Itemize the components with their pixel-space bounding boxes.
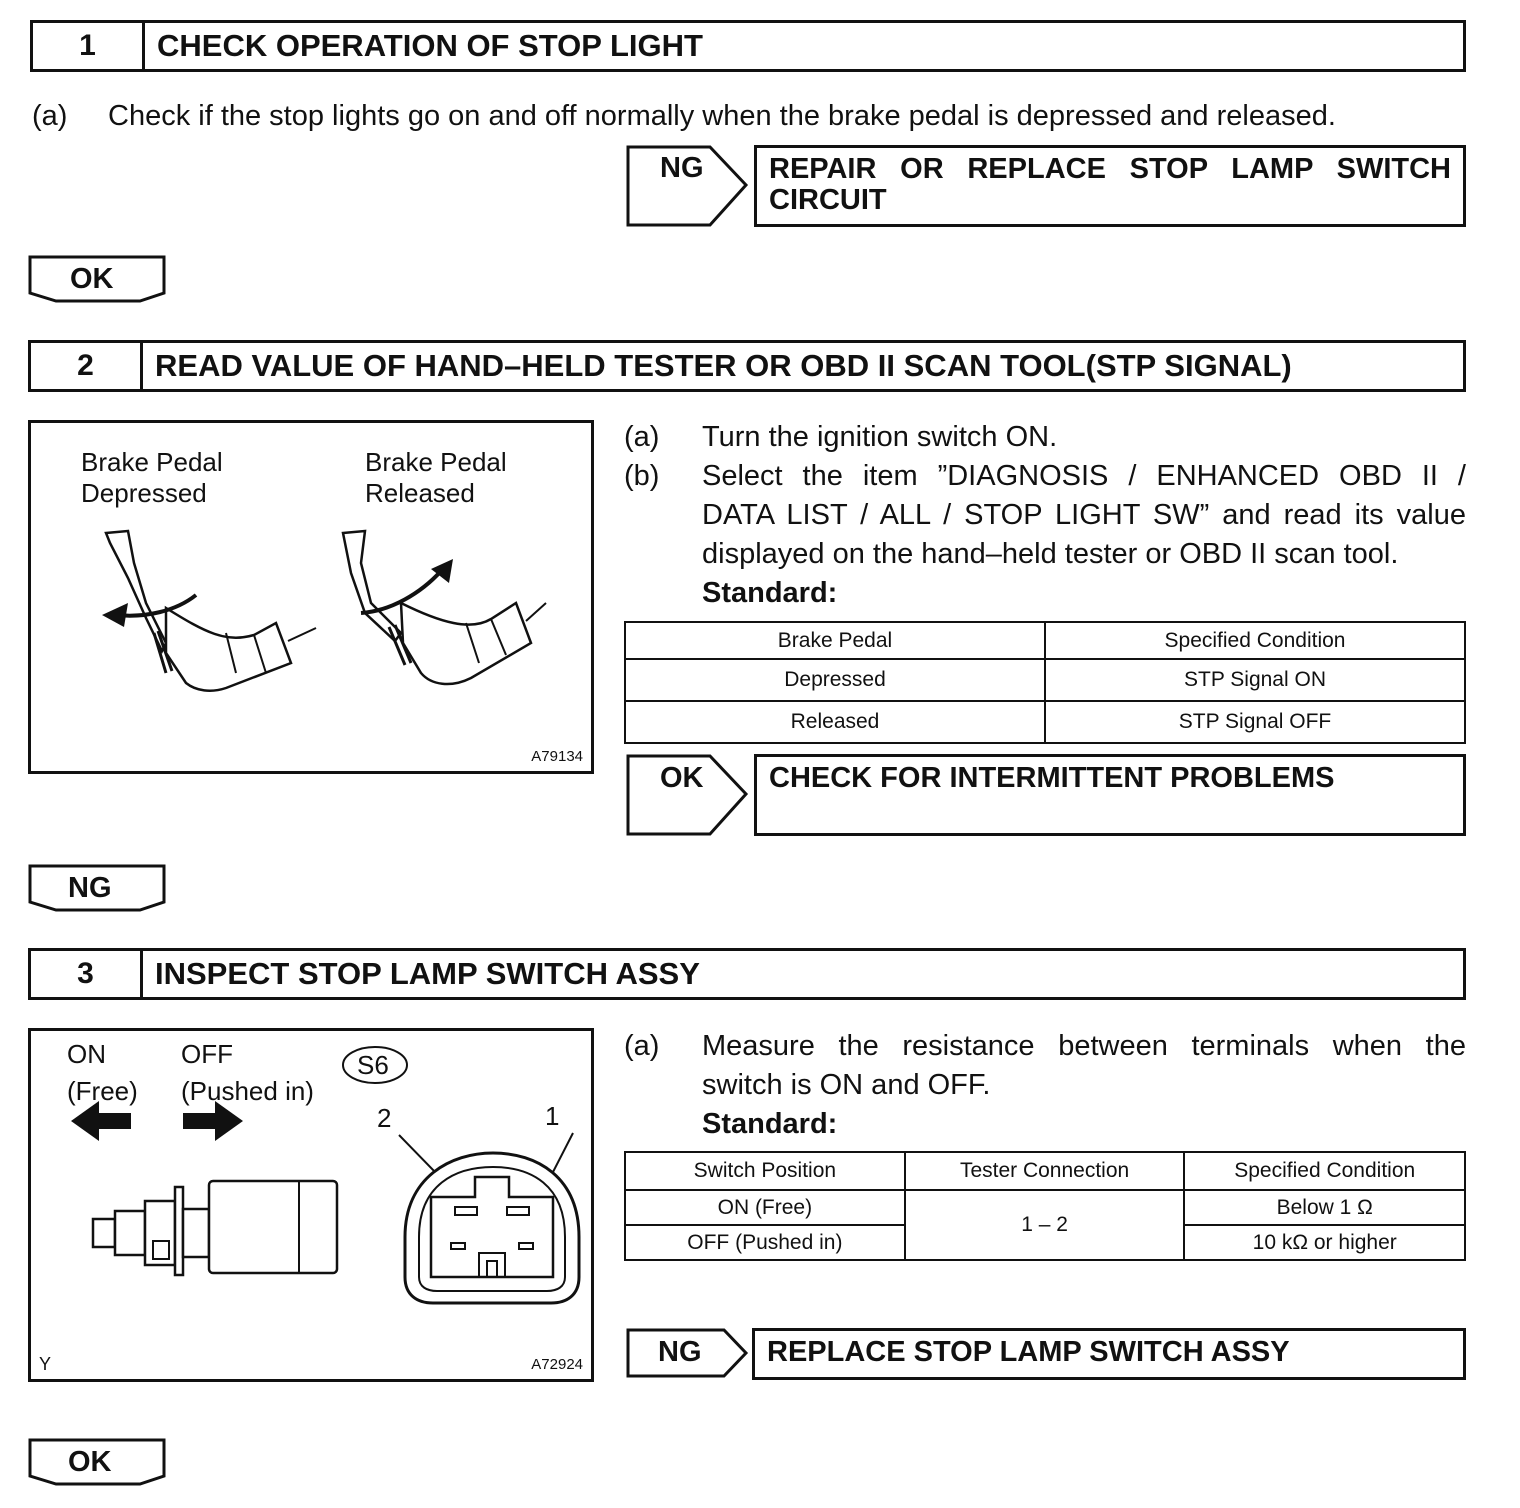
instruction-a-line1: Measure the resistance between terminals when the — [702, 1030, 1466, 1062]
ng-result-line2: CIRCUIT — [769, 184, 887, 216]
switch-drawing — [89, 1181, 349, 1331]
off-label — [181, 1039, 314, 1107]
table-cell: OFF (Pushed in) — [625, 1225, 905, 1260]
step-number: 2 — [31, 343, 143, 389]
table-header: Switch Position — [625, 1152, 905, 1190]
ng-result-text: REPLACE STOP LAMP SWITCH ASSY — [767, 1336, 1290, 1368]
table-cell-tester-connection: 1 – 2 — [905, 1190, 1185, 1260]
off-label-text: OFF — [181, 1039, 233, 1069]
ok-result-text: CHECK FOR INTERMITTENT PROBLEMS — [769, 762, 1335, 794]
step-title: INSPECT STOP LAMP SWITCH ASSY — [155, 956, 700, 991]
right-arrow-icon — [183, 1101, 245, 1141]
stp-signal-table — [624, 621, 1466, 744]
ng-tag-label: NG — [660, 152, 704, 184]
instruction-a-label: (a) — [624, 1030, 660, 1062]
label-depressed-line1: Brake Pedal — [81, 447, 223, 477]
table-cell: STP Signal ON — [1045, 659, 1465, 701]
brake-pedal-figure — [28, 420, 594, 774]
ng-tag-label: NG — [658, 1336, 702, 1368]
step-title: CHECK OPERATION OF STOP LIGHT — [157, 28, 703, 63]
ng-tag-label: NG — [68, 872, 112, 904]
label-depressed — [81, 447, 223, 509]
ok-tag-label: OK — [70, 263, 114, 295]
table-cell: Depressed — [625, 659, 1045, 701]
pin-2-label: 2 — [377, 1103, 392, 1133]
ng-result-box — [754, 145, 1466, 227]
figure-code: A72924 — [531, 1356, 583, 1373]
pedal-depressed-drawing — [66, 523, 296, 703]
ok-tag-label: OK — [660, 762, 704, 794]
on-label-text: ON — [67, 1039, 106, 1069]
connector-drawing — [391, 1127, 591, 1317]
pin-1-label: 1 — [545, 1101, 560, 1131]
instruction-a-text: Turn the ignition switch ON. — [702, 421, 1058, 453]
ok-tag-label: OK — [68, 1446, 112, 1478]
label-released — [365, 447, 507, 509]
step-number: 1 — [33, 23, 145, 69]
left-arrow-icon — [71, 1101, 133, 1141]
table-header: Specified Condition — [1184, 1152, 1465, 1190]
instruction-b-line1: Select the item ”DIAGNOSIS / ENHANCED OBD II / — [702, 460, 1466, 492]
pedal-released-drawing — [331, 523, 561, 703]
instruction-b-line3: displayed on the hand–held tester or OBD II scan tool. — [702, 538, 1399, 570]
ng-result-box — [752, 1328, 1466, 1380]
step-1-header — [30, 20, 1466, 72]
standard-label: Standard: — [702, 577, 838, 609]
label-released-line1: Brake Pedal — [365, 447, 507, 477]
on-sub-text: (Free) — [67, 1076, 138, 1106]
instruction-a-label: (a) — [624, 421, 660, 453]
on-label — [67, 1039, 138, 1107]
table-cell: Released — [625, 701, 1045, 743]
table-cell: Below 1 Ω — [1184, 1190, 1465, 1225]
step-title: READ VALUE OF HAND–HELD TESTER OR OBD II SCAN TOOL(STP SIGNAL) — [155, 348, 1292, 383]
connector-id: S6 — [357, 1050, 389, 1080]
table-cell: STP Signal OFF — [1045, 701, 1465, 743]
instruction-label: (a) — [32, 100, 68, 132]
step-number: 3 — [31, 951, 143, 997]
resistance-table — [624, 1151, 1466, 1261]
instruction-b-line2: DATA LIST / ALL / STOP LIGHT SW” and read its value — [702, 499, 1466, 531]
label-released-line2: Released — [365, 478, 475, 508]
table-cell: ON (Free) — [625, 1190, 905, 1225]
ok-result-box — [754, 754, 1466, 836]
instruction-a-line2: switch is ON and OFF. — [702, 1069, 991, 1101]
table-header: Tester Connection — [905, 1152, 1185, 1190]
instruction-b-label: (b) — [624, 460, 660, 492]
stop-lamp-switch-figure — [28, 1028, 594, 1382]
step-3-header — [28, 948, 1466, 1000]
instruction-text: Check if the stop lights go on and off normally when the brake pedal is depressed and released. — [108, 100, 1336, 132]
table-cell: 10 kΩ or higher — [1184, 1225, 1465, 1260]
table-header: Specified Condition — [1045, 622, 1465, 659]
table-header: Brake Pedal — [625, 622, 1045, 659]
step-2-header — [28, 340, 1466, 392]
figure-corner: Y — [39, 1354, 52, 1374]
label-depressed-line2: Depressed — [81, 478, 207, 508]
standard-label: Standard: — [702, 1108, 838, 1140]
ng-result-line1: REPAIR OR REPLACE STOP LAMP SWITCH — [769, 153, 1451, 185]
figure-code: A79134 — [531, 748, 583, 765]
off-sub-text: (Pushed in) — [181, 1076, 314, 1106]
